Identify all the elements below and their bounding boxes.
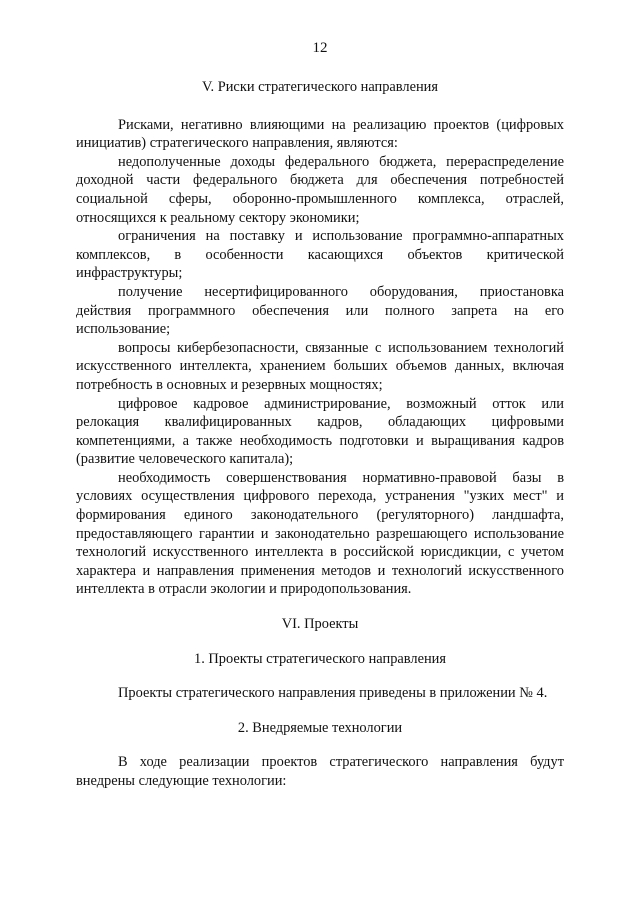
subsection-2-heading: 2. Внедряемые технологии [237, 719, 403, 736]
risks-intro-paragraph: Рисками, негативно влияющими на реализацию проектов (цифровых инициатив) стратегического направления, являются: [76, 116, 564, 152]
risk-item-cybersecurity: вопросы кибербезопасности, связанные с использованием технологий искусственного интеллекта, хранением больших объемов данных, включая потребность в основных и резервных мощностях; [76, 339, 564, 393]
page-number: 12 [312, 40, 328, 56]
risk-item-supply-restrictions: ограничения на поставку и использование программно-аппаратных комплексов, в особенности касающихся объектов критической инфраструктуры; [76, 228, 564, 282]
risk-item-uncertified-equipment: получение несертифицированного оборудования, приостановка действия программного обеспечения или полного запрета на его использование; [76, 283, 564, 338]
page-content [76, 78, 564, 791]
risk-item-personnel: цифровое кадровое администрирование, возможный отток или релокация квалифицированных кадров, обладающих цифровыми компетенциями, а также необходимость подготовки и выращивания кадров (развитие человеческого капитала); [76, 395, 564, 468]
projects-paragraph: Проекты стратегического направления приведены в приложении № 4. [118, 685, 548, 702]
technologies-paragraph: В ходе реализации проектов стратегического направления будут внедрены следующие технологии: [76, 754, 564, 789]
risk-item-budget: недополученные доходы федерального бюджета, перераспределение доходной части федерального бюджета для обеспечения потребностей социальной сферы, оборонно-промышленного комплекса, отраслей, относящихся к реальному сектору экономики; [76, 153, 564, 226]
risk-item-regulation: необходимость совершенствования нормативно-правовой базы в условиях осуществления цифрового перехода, устранения "узких мест" и формирования единого законодательного (регуляторного) ландшафта, предоставляющего гарантии и законодательно разрешающего использование технологий искусственного интеллекта в российской юрисдикции, с учетом характера и направления применения методов и технологий искусственного интеллекта в отрасли экологии и природопользования. [76, 469, 564, 598]
section-6-heading: VI. Проекты [281, 616, 359, 633]
section-5-heading: V. Риски стратегического направления [202, 79, 438, 95]
subsection-1-heading: 1. Проекты стратегического направления [194, 650, 446, 667]
